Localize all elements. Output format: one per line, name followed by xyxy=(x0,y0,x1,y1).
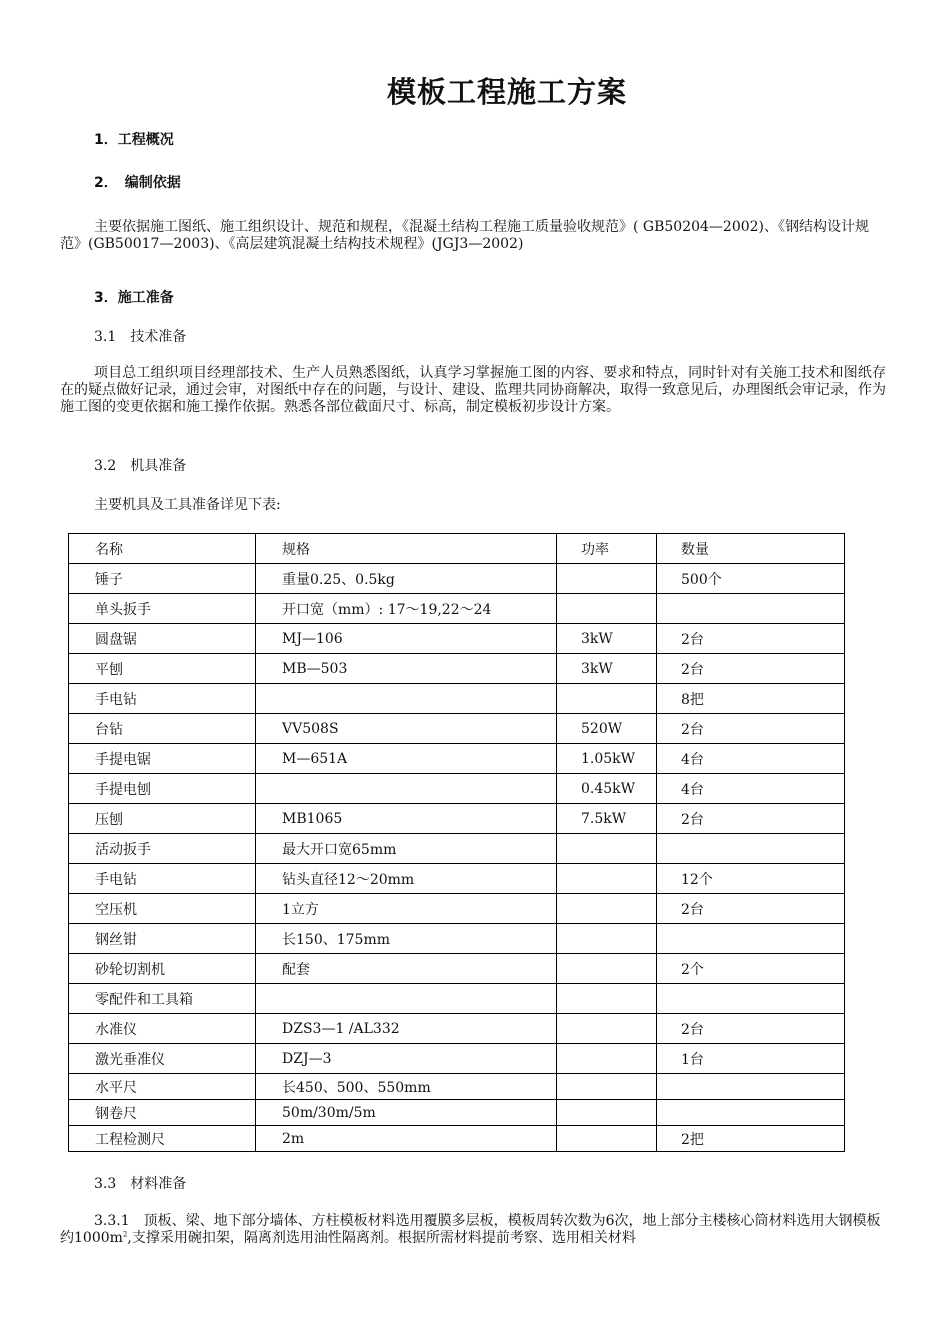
cell-name: 砂轮切割机 xyxy=(69,954,256,984)
cell-power xyxy=(557,954,657,984)
cell-quantity: 2台 xyxy=(657,1014,845,1044)
table-row xyxy=(69,864,845,894)
table-row xyxy=(69,1074,845,1100)
cell-quantity xyxy=(657,924,845,954)
table-row xyxy=(69,744,845,774)
cell-name: 活动扳手 xyxy=(69,834,256,864)
cell-name: 手电钻 xyxy=(69,684,256,714)
cell-power: 3kW xyxy=(557,624,657,654)
cell-quantity xyxy=(657,594,845,624)
cell-spec: 重量0.25、0.5kg xyxy=(256,564,557,594)
section-3-3-heading: 3.3 材料准备 xyxy=(94,1176,187,1192)
cell-quantity: 2台 xyxy=(657,894,845,924)
table-row xyxy=(69,1126,845,1152)
cell-power: 3kW xyxy=(557,654,657,684)
paragraph-text-a: 3.3.1 顶板、梁、地下部分墙体、方柱模板材料选用覆膜多层板，模板周转次数为6次，地上部分主楼核心筒材料选用大钢模板约1000m xyxy=(60,1213,881,1246)
cell-spec: 2m xyxy=(256,1126,557,1152)
cell-spec xyxy=(256,684,557,714)
table-row xyxy=(69,1044,845,1074)
cell-quantity: 1台 xyxy=(657,1044,845,1074)
cell-power xyxy=(557,864,657,894)
cell-quantity: 2个 xyxy=(657,954,845,984)
cell-name: 零配件和工具箱 xyxy=(69,984,256,1014)
cell-power xyxy=(557,564,657,594)
cell-quantity xyxy=(657,1100,845,1126)
cell-spec: 钻头直径12～20mm xyxy=(256,864,557,894)
cell-name: 手提电刨 xyxy=(69,774,256,804)
superscript-2: 2 xyxy=(122,1230,128,1239)
cell-power: 520W xyxy=(557,714,657,744)
cell-spec: DZS3—1 /AL332 xyxy=(256,1014,557,1044)
cell-quantity: 2台 xyxy=(657,624,845,654)
cell-quantity: 2台 xyxy=(657,804,845,834)
table-row xyxy=(69,714,845,744)
cell-name: 手电钻 xyxy=(69,864,256,894)
cell-name: 钢丝钳 xyxy=(69,924,256,954)
cell-quantity: 12个 xyxy=(657,864,845,894)
cell-name: 台钻 xyxy=(69,714,256,744)
cell-spec: 长450、500、550mm xyxy=(256,1074,557,1100)
table-row xyxy=(69,1014,845,1044)
cell-quantity: 500个 xyxy=(657,564,845,594)
cell-quantity xyxy=(657,834,845,864)
cell-power xyxy=(557,984,657,1014)
table-row xyxy=(69,804,845,834)
cell-power xyxy=(557,684,657,714)
header-name: 名称 xyxy=(69,534,256,564)
table-row xyxy=(69,984,845,1014)
cell-spec: 最大开口宽65mm xyxy=(256,834,557,864)
table-row xyxy=(69,594,845,624)
table-row xyxy=(69,564,845,594)
cell-power: 7.5kW xyxy=(557,804,657,834)
cell-spec: DZJ—3 xyxy=(256,1044,557,1074)
page-title: 模板工程施工方案 xyxy=(386,75,627,109)
cell-quantity: 4台 xyxy=(657,744,845,774)
table-header-row xyxy=(69,534,845,564)
cell-name: 圆盘锯 xyxy=(69,624,256,654)
section-2-heading: 2． 编制依据 xyxy=(94,175,181,191)
cell-spec: M—651A xyxy=(256,744,557,774)
cell-spec: 50m/30m/5m xyxy=(256,1100,557,1126)
section-3-1-paragraph: 项目总工组织项目经理部技术、生产人员熟悉图纸，认真学习掌握施工图的内容、要求和特点，同时针对有关施工技术和图纸存在的疑点做好记录，通过会审，对图纸中存在的问题，与设计、建设、监理共同协商解决，取得一致意见后，办理图纸会审记录，作为施工图的变更依据和施工操作依据。熟悉各部位截面尺寸、标高，制定模板初步设计方案。 xyxy=(60,365,886,415)
cell-spec: MB—503 xyxy=(256,654,557,684)
cell-spec xyxy=(256,984,557,1014)
cell-power xyxy=(557,894,657,924)
cell-name: 钢卷尺 xyxy=(69,1100,256,1126)
cell-name: 锤子 xyxy=(69,564,256,594)
cell-name: 水准仪 xyxy=(69,1014,256,1044)
cell-spec: 长150、175mm xyxy=(256,924,557,954)
table-row xyxy=(69,834,845,864)
section-3-3-1-paragraph xyxy=(60,1213,886,1247)
cell-name: 水平尺 xyxy=(69,1074,256,1100)
cell-quantity xyxy=(657,1074,845,1100)
cell-power xyxy=(557,834,657,864)
cell-power xyxy=(557,594,657,624)
cell-spec xyxy=(256,774,557,804)
cell-name: 空压机 xyxy=(69,894,256,924)
cell-power: 0.45kW xyxy=(557,774,657,804)
cell-spec: 1立方 xyxy=(256,894,557,924)
cell-name: 压刨 xyxy=(69,804,256,834)
cell-spec: VV508S xyxy=(256,714,557,744)
cell-quantity: 4台 xyxy=(657,774,845,804)
table-row xyxy=(69,624,845,654)
section-3-heading: 3．施工准备 xyxy=(94,290,174,306)
header-power: 功率 xyxy=(557,534,657,564)
header-spec: 规格 xyxy=(256,534,557,564)
cell-power: 1.05kW xyxy=(557,744,657,774)
table-row xyxy=(69,654,845,684)
equipment-table xyxy=(68,533,845,1152)
cell-quantity: 2台 xyxy=(657,714,845,744)
cell-quantity xyxy=(657,984,845,1014)
table-row xyxy=(69,894,845,924)
cell-spec: MJ—106 xyxy=(256,624,557,654)
cell-power xyxy=(557,1074,657,1100)
cell-quantity: 2把 xyxy=(657,1126,845,1152)
cell-spec: MB1065 xyxy=(256,804,557,834)
section-1-heading: 1．工程概况 xyxy=(94,132,174,148)
cell-power xyxy=(557,1014,657,1044)
section-3-2-heading: 3.2 机具准备 xyxy=(94,458,187,474)
cell-power xyxy=(557,1126,657,1152)
table-row xyxy=(69,1100,845,1126)
cell-spec: 配套 xyxy=(256,954,557,984)
cell-name: 平刨 xyxy=(69,654,256,684)
table-row xyxy=(69,954,845,984)
paragraph-text-b: ,支撑采用碗扣架，隔离剂选用油性隔离剂。根据所需材料提前考察、选用相关材料 xyxy=(127,1230,636,1246)
table-row xyxy=(69,684,845,714)
cell-name: 手提电锯 xyxy=(69,744,256,774)
cell-name: 工程检测尺 xyxy=(69,1126,256,1152)
section-3-1-heading: 3.1 技术准备 xyxy=(94,329,187,345)
section-2-paragraph: 主要依据施工图纸、施工组织设计、规范和规程，《混凝土结构工程施工质量验收规范》( GB50204—2002)、《钢结构设计规范》(GB50017—2003)、《高层建筑混凝土结构技术规程》(JGJ3—2002) xyxy=(60,219,870,252)
cell-spec: 开口宽（mm）: 17～19,22～24 xyxy=(256,594,557,624)
table-row xyxy=(69,924,845,954)
header-quantity: 数量 xyxy=(657,534,845,564)
cell-power xyxy=(557,1044,657,1074)
table-row xyxy=(69,774,845,804)
cell-power xyxy=(557,924,657,954)
cell-power xyxy=(557,1100,657,1126)
cell-quantity: 8把 xyxy=(657,684,845,714)
cell-name: 单头扳手 xyxy=(69,594,256,624)
table-intro: 主要机具及工具准备详见下表: xyxy=(94,497,281,513)
cell-name: 激光垂准仪 xyxy=(69,1044,256,1074)
cell-quantity: 2台 xyxy=(657,654,845,684)
